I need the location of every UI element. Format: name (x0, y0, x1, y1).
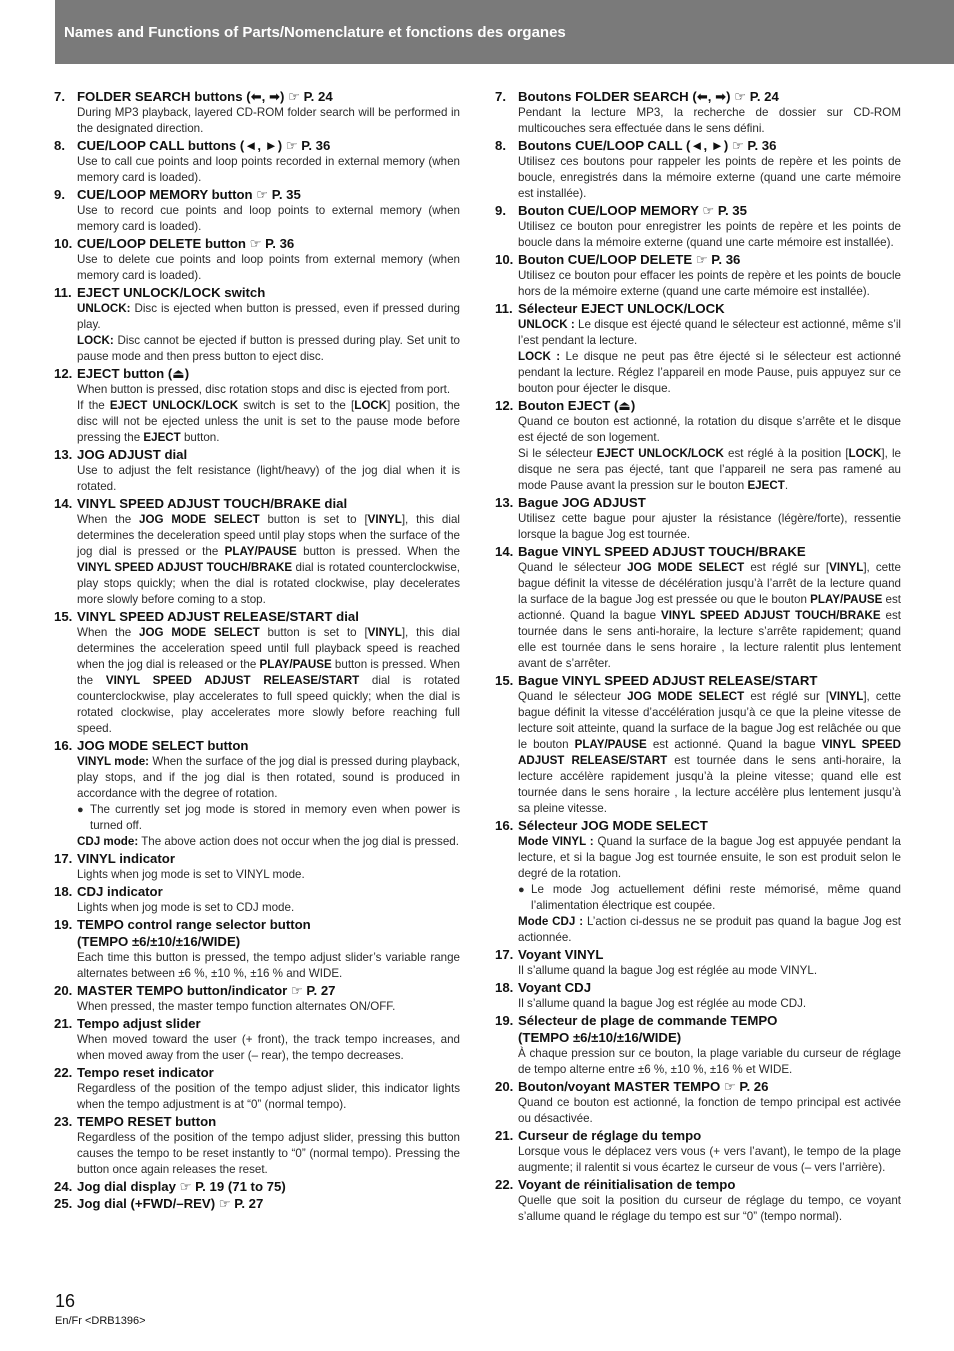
item-title: Bouton/voyant MASTER TEMPO ☞ P. 26 (518, 1079, 769, 1094)
item-body: Lorsque vous le déplacez vers vous (+ vers l’avant), le tempo de la plage augmente; il ralentit si vous écartez le curseur de vous (– vers l’arrière). (518, 1145, 901, 1174)
item-12: 12. EJECT button (⏏) When button is pressed, disc rotation stops and disc is ejected from port. If the EJECT UNLOCK/LOCK switch is set to the [LOCK] position, the disc will not be ejected unless the unit is set to the pause mode before pressing the EJECT button. (54, 366, 460, 444)
item-22: 22. Tempo reset indicator Regardless of the position of the tempo adjust slider, this indicator lights when the tempo adjustment is at “0” (normal tempo). (54, 1065, 460, 1111)
bullet-icon: ● (77, 804, 84, 816)
item-18: 18. Voyant CDJ Il s’allume quand la bague Jog est réglée au mode CDJ. (495, 979, 901, 1012)
item-13: 13. JOG ADJUST dial Use to adjust the felt resistance (light/heavy) of the jog dial when it is rotated. (54, 447, 460, 493)
item-16: 16. Sélecteur JOG MODE SELECT Mode VINYL : Quand la surface de la bague Jog est appuyée pendant la lecture, et si la bague Jog est tournée ensuite, le son est produit selon le degré de la rotation. ● Le mode Jog actuellement défini reste mémorisé, même quand l’alimentation électrique est coupée. Mode CDJ : L’action ci-dessus ne se produit pas quand la bague Jog est actionnée. (495, 818, 902, 944)
item-17: 17. Voyant VINYL Il s’allume quand la bague Jog est réglée au mode VINYL. (495, 946, 901, 979)
item-title: Sélecteur de plage de commande TEMPO (518, 1013, 778, 1028)
item-8: 8. CUE/LOOP CALL buttons (◄, ►) ☞ P. 36 Use to call cue points and loop points recorded in external memory (when memory card is loaded). (54, 138, 460, 184)
item-title: Curseur de réglage du tempo (518, 1128, 702, 1143)
item-title: Bouton EJECT (⏏) (518, 398, 636, 413)
item-title: TEMPO control range selector button (77, 917, 311, 932)
item-19: 19. Sélecteur de plage de commande TEMPO (TEMPO ±6/±10/±16/WIDE) À chaque pression sur ce bouton, la plage variable du curseur de réglage de tempo alterne entre ±6 %, ±10 %, ±16 % et WIDE. (495, 1013, 901, 1076)
item-body: When pressed, the master tempo function alternates ON/OFF. (77, 1000, 396, 1013)
item-title: Jog dial display ☞ P. 19 (71 to 75) (77, 1179, 286, 1194)
bullet-icon: ● (518, 884, 525, 896)
item-title: Tempo adjust slider (77, 1016, 201, 1031)
item-title: Jog dial (+FWD/–REV) ☞ P. 27 (77, 1196, 264, 1211)
item-9: 9. Bouton CUE/LOOP MEMORY ☞ P. 35 Utilisez ce bouton pour enregistrer les points de repère et les points de boucle dans la mémoire externe (quand une carte mémoire est installée). (495, 203, 901, 249)
item-title: TEMPO RESET button (77, 1114, 217, 1129)
item-9: 9. CUE/LOOP MEMORY button ☞ P. 35 Use to record cue points and loop points to external memory (when memory card is loaded). (54, 187, 460, 233)
item-title: Boutons FOLDER SEARCH (⬅, ➡) ☞ P. 24 (518, 89, 779, 104)
item-title: Bouton CUE/LOOP MEMORY ☞ P. 35 (518, 203, 747, 218)
item-24: 24. Jog dial display ☞ P. 19 (71 to 75) (54, 1179, 286, 1194)
item-body: During MP3 playback, layered CD-ROM folder search will be performed in the designated direction. (77, 106, 460, 135)
item-7: 7. Boutons FOLDER SEARCH (⬅, ➡) ☞ P. 24 Pendant la lecture MP3, la recherche de dossier sur CD-ROM multicouches sera effectuée dans le sens défini. (495, 89, 901, 135)
item-body: When moved toward the user (+ front), the track tempo increases, and when moved away from the user (– rear), the tempo decreases. (77, 1033, 460, 1062)
item-title: Bague VINYL SPEED ADJUST TOUCH/BRAKE (518, 544, 806, 559)
english-column (54, 88, 460, 1212)
item-title: Voyant CDJ (518, 980, 592, 995)
item-14: 14. VINYL SPEED ADJUST TOUCH/BRAKE dial When the JOG MODE SELECT button is set to [VINYL], this dial determines the deceleration speed until play stops when the surface of the jog dial is pressed or the PLAY/PAUSE button is pressed. When the VINYL SPEED ADJUST TOUCH/BRAKE dial is rotated counterclockwise, play stops quickly; when the dial is rotated clockwise, play decelerates more slowly before coming to a stop. (54, 496, 460, 606)
item-title: Sélecteur JOG MODE SELECT (518, 818, 708, 833)
item-body: Il s’allume quand la bague Jog est réglée au mode CDJ. (518, 997, 807, 1010)
item-body: Use to record cue points and loop points to external memory (when memory card is loaded). (77, 204, 460, 233)
item-15: 15. Bague VINYL SPEED ADJUST RELEASE/START Quand le sélecteur JOG MODE SELECT est réglé sur [VINYL], cette bague définit la vitesse d’accélération jusqu’à ce que la pleine vitesse de lecture soit atteinte, quand la surface de la bague Jog est relâchée ou que le bouton PLAY/PAUSE est actionné. Quand la bague VINYL SPEED ADJUST RELEASE/START est tournée dans le sens anti-horaire, la lecture accélère rapidement jusqu’à la pleine vitesse; quand elle est tournée dans le sens horaire , la lecture accélère plus lentement jusqu’à sa pleine vitesse. (495, 673, 901, 815)
item-body: Each time this button is pressed, the tempo adjust slider’s variable range alternates between ±6 %, ±10 %, ±16 % and WIDE. (77, 951, 460, 980)
item-20: 20. MASTER TEMPO button/indicator ☞ P. 27 When pressed, the master tempo function alternates ON/OFF. (54, 982, 460, 1015)
item-11: 11. Sélecteur EJECT UNLOCK/LOCK UNLOCK : Le disque est éjecté quand le sélecteur est actionné, même s’il l’est pendant la lecture. LOCK : Le disque ne peut pas être éjecté si le sélecteur est actionné pendant la lecture. Réglez l’appareil en mode Pause, puis appuyez sur ce bouton pour éjecter le disque. (495, 301, 901, 395)
item-title: VINYL SPEED ADJUST TOUCH/BRAKE dial (77, 496, 348, 511)
item-body: Utilisez ce bouton pour enregistrer les points de repère et les points de boucle dans la mémoire externe (quand une carte mémoire est installée). (518, 220, 901, 249)
header-title: Names and Functions of Parts/Nomenclature et fonctions des organes (64, 23, 566, 41)
item-title: Bague VINYL SPEED ADJUST RELEASE/START (518, 673, 818, 688)
item-body: Use to delete cue points and loop points from external memory (when memory card is loaded). (77, 253, 460, 282)
item-body: Regardless of the position of the tempo adjust slider, pressing this button causes the tempo to be reset instantly to “0” (normal tempo). Pressing the button once again releases the reset. (77, 1131, 460, 1176)
item-body: Use to call cue points and loop points recorded in external memory (when memory card is loaded). (77, 155, 460, 184)
item-title: JOG MODE SELECT button (77, 738, 249, 753)
item-title: MASTER TEMPO button/indicator ☞ P. 27 (77, 983, 336, 998)
item-title: Bague JOG ADJUST (518, 495, 646, 510)
item-body: Utilisez ces boutons pour rappeler les points de repère et les points de boucle, enregistrés dans la mémoire externe (quand une carte mémoire est installée). (518, 155, 901, 200)
item-16: 16. JOG MODE SELECT button VINYL mode: When the surface of the jog dial is pressed during playback, play stops, and if the jog dial is then rotated, sound is produced in accordance with the degree of rotation. ● The currently set jog mode is stored in memory even when power is turned off. CDJ mode: The above action does not occur when the jog dial is pressed. (54, 738, 460, 848)
item-title: EJECT button (⏏) (77, 366, 190, 381)
item-body: Lights when jog mode is set to CDJ mode. (77, 901, 295, 914)
item-13: 13. Bague JOG ADJUST Utilisez cette bague pour ajuster la résistance (légère/forte), ressentie lorsque la bague Jog est tournée. (495, 495, 901, 541)
item-25: 25. Jog dial (+FWD/–REV) ☞ P. 27 (54, 1196, 264, 1211)
item-title: Boutons CUE/LOOP CALL (◄, ►) ☞ P. 36 (518, 138, 777, 153)
item-title: EJECT UNLOCK/LOCK switch (77, 285, 266, 300)
french-column (495, 88, 901, 1225)
item-15: 15. VINYL SPEED ADJUST RELEASE/START dial When the JOG MODE SELECT button is set to [VINYL], this dial determines the acceleration speed until full playback speed is reached when the jog dial is released or the PLAY/PAUSE button is pressed. When the VINYL SPEED ADJUST RELEASE/START dial is rotated counterclockwise, play accelerates to full speed quickly; when the dial is rotated clockwise, play accelerates more slowly before reaching full speed. (54, 609, 460, 735)
item-body: Quand ce bouton est actionné, la fonction de tempo principal est activée ou désactivée. (518, 1096, 901, 1125)
item-title: VINYL indicator (77, 851, 175, 866)
item-21: 21. Curseur de réglage du tempo Lorsque vous le déplacez vers vous (+ vers l’avant), le tempo de la plage augmente; il ralentit si vous écartez le curseur de vous (– vers l’arrière). (495, 1128, 901, 1174)
item-21: 21. Tempo adjust slider When moved toward the user (+ front), the track tempo increases, and when moved away from the user (– rear), the tempo decreases. (54, 1016, 460, 1062)
item-title: CUE/LOOP CALL buttons (◄, ►) ☞ P. 36 (77, 138, 331, 153)
item-23: 23. TEMPO RESET button Regardless of the position of the tempo adjust slider, pressing this button causes the tempo to be reset instantly to “0” (normal tempo). Pressing the button once again releases the reset. (54, 1114, 460, 1176)
item-body: Lights when jog mode is set to VINYL mode. (77, 868, 305, 881)
item-body: Utilisez ce bouton pour effacer les points de repère et les points de boucle hors de la mémoire externe (quand une carte mémoire est installée). (518, 269, 901, 298)
item-body: Il s’allume quand la bague Jog est réglée au mode VINYL. (518, 964, 818, 977)
item-title: Bouton CUE/LOOP DELETE ☞ P. 36 (518, 252, 741, 267)
item-8: 8. Boutons CUE/LOOP CALL (◄, ►) ☞ P. 36 Utilisez ces boutons pour rappeler les points de repère et les points de boucle, enregistrés dans la mémoire externe (quand une carte mémoire est installée). (495, 138, 901, 200)
item-title: VINYL SPEED ADJUST RELEASE/START dial (77, 609, 359, 624)
item-11: 11. EJECT UNLOCK/LOCK switch UNLOCK: Disc is ejected when button is pressed, even if pressed during play. LOCK: Disc cannot be ejected if button is pressed during play. Set unit to pause mode and then press button to eject disc. (54, 285, 460, 363)
item-title: CUE/LOOP MEMORY button ☞ P. 35 (77, 187, 301, 202)
item-body: Regardless of the position of the tempo adjust slider, this indicator lights when the tempo adjustment is at “0” (normal tempo). (77, 1082, 460, 1111)
item-title: JOG ADJUST dial (77, 447, 188, 462)
item-body: À chaque pression sur ce bouton, la plage variable du curseur de réglage de tempo alterne entre ±6 %, ±10 %, ±16 % et WIDE. (518, 1047, 901, 1076)
item-18: 18. CDJ indicator Lights when jog mode is set to CDJ mode. (54, 883, 460, 916)
item-22: 22. Voyant de réinitialisation de tempo Quelle que soit la position du curseur de réglage du tempo, ce voyant s’allume quand le réglage du tempo est sur “0” (tempo normal). (495, 1177, 901, 1223)
item-body: Use to adjust the felt resistance (light/heavy) of the jog dial when it is rotated. (77, 464, 460, 493)
item-title: CDJ indicator (77, 884, 163, 899)
item-title: CUE/LOOP DELETE button ☞ P. 36 (77, 236, 295, 251)
page-number: 16 (55, 1291, 76, 1311)
item-body: Utilisez cette bague pour ajuster la résistance (légère/forte), ressentie lorsque la bague Jog est tournée. (518, 512, 901, 541)
item-7: 7. FOLDER SEARCH buttons (⬅, ➡) ☞ P. 24 During MP3 playback, layered CD-ROM folder search will be performed in the designated direction. (54, 89, 460, 135)
item-body: Pendant la lecture MP3, la recherche de dossier sur CD-ROM multicouches sera effectuée dans le sens défini. (518, 106, 901, 135)
page-header (55, 0, 954, 64)
item-title: Sélecteur EJECT UNLOCK/LOCK (518, 301, 725, 316)
item-title: Voyant VINYL (518, 947, 604, 962)
item-10: 10. CUE/LOOP DELETE button ☞ P. 36 Use to delete cue points and loop points from external memory (when memory card is loaded). (54, 236, 460, 282)
item-17: 17. VINYL indicator Lights when jog mode is set to VINYL mode. (54, 850, 460, 883)
item-12: 12. Bouton EJECT (⏏) Quand ce bouton est actionné, la rotation du disque s’arrête et le disque est éjecté de son logement. Si le sélecteur EJECT UNLOCK/LOCK est réglé à la position [LOCK], le disque ne sera pas éjecté, tant que l’appareil ne sera pas ramené au mode Pause avant la pression sur le bouton EJECT. (495, 398, 901, 492)
item-14: 14. Bague VINYL SPEED ADJUST TOUCH/BRAKE Quand le sélecteur JOG MODE SELECT est réglé sur [VINYL], cette bague définit la vitesse de décélération jusqu’à l’arrêt de la lecture quand la surface de la bague Jog est pressée ou que le bouton PLAY/PAUSE est actionné. Quand la bague VINYL SPEED ADJUST TOUCH/BRAKE est tournée dans le sens anti-horaire, la lecture s’arrête rapidement; quand elle est tournée dans le sens horaire , la lecture ralentit plus lentement avant de s’arrêter. (495, 544, 902, 670)
item-10: 10. Bouton CUE/LOOP DELETE ☞ P. 36 Utilisez ce bouton pour effacer les points de repère et les points de boucle hors de la mémoire externe (quand une carte mémoire est installée). (495, 252, 901, 298)
item-20: 20. Bouton/voyant MASTER TEMPO ☞ P. 26 Quand ce bouton est actionné, la fonction de tempo principal est activée ou désactivée. (495, 1079, 901, 1125)
document-code: En/Fr <DRB1396> (55, 1315, 146, 1327)
item-title: FOLDER SEARCH buttons (⬅, ➡) ☞ P. 24 (77, 89, 333, 104)
item-body: Quelle que soit la position du curseur de réglage du tempo, ce voyant s’allume quand le réglage du tempo est sur “0” (tempo normal). (518, 1194, 901, 1223)
item-19: 19. TEMPO control range selector button (TEMPO ±6/±10/±16/WIDE) Each time this button is pressed, the tempo adjust slider’s variable range alternates between ±6 %, ±10 %, ±16 % and WIDE. (54, 917, 460, 980)
item-title: Voyant de réinitialisation de tempo (518, 1177, 736, 1192)
item-title: Tempo reset indicator (77, 1065, 214, 1080)
